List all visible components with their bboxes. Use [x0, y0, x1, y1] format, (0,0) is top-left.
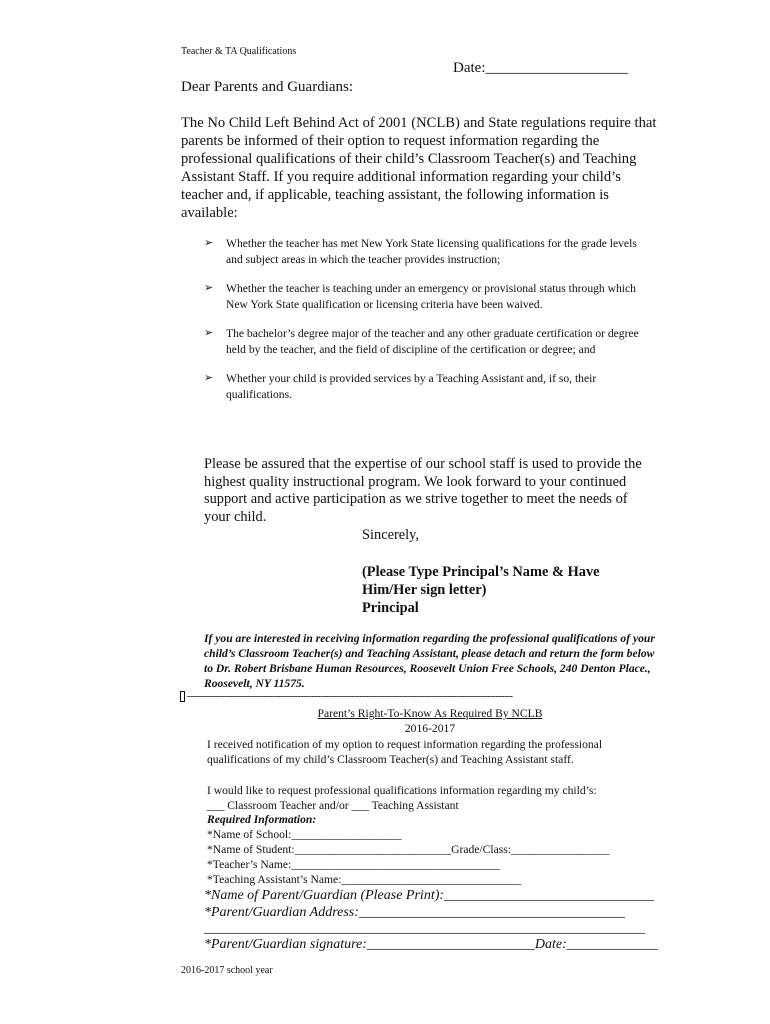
- detach-cut-line: -------------------------------------------------------------------------------------------------------------------: [180, 691, 630, 702]
- salutation: Dear Parents and Guardians:: [181, 79, 354, 95]
- intro-paragraph: The No Child Left Behind Act of 2001 (NCLB) and State regulations require that parents be informed of their option to request information regarding the professional qualifications of their child’s Classroom Teacher(s) and Teaching Assistant Staff. If you require additional information regarding your child’s teacher and, if applicable, teaching assistant, the following information is available:: [181, 115, 657, 221]
- qualification-list: [204, 236, 644, 416]
- required-info-label: Required Information:: [207, 813, 317, 826]
- detach-instructions: If you are interested in receiving information regarding the professional qualifications of your child’s Classroom Teacher(s) and Teaching Assistant, please detach and return the form below to Dr. Robert Brisbane Human Resources, Roosevelt Union Free Schools, 240 Denton Place., Roosevelt, NY 11575.: [204, 632, 655, 690]
- ta-name-field[interactable]: *Teaching Assistant’s Name:_______________________________: [207, 873, 522, 886]
- scissors-marker-icon: [180, 691, 185, 702]
- form-request: I would like to request professional qualifications information regarding my child’s: ___ Classroom Teacher and/or ___ Teaching Assistant: [207, 783, 657, 813]
- form-year: 2016-2017: [404, 722, 456, 735]
- form-notification: I received notification of my option to request information regarding the professional qualifications of my child’s Classroom Teacher(s) and Teaching Assistant staff.: [207, 738, 603, 766]
- arrow-bullet-icon: ➢: [204, 327, 214, 339]
- principal-signature-block: (Please Type Principal’s Name & Have Him/Her sign letter) Principal: [362, 564, 600, 616]
- form-title: Parent’s Right-To-Know As Required By NCLB: [317, 707, 543, 720]
- parent-signature-field[interactable]: *Parent/Guardian signature:________________________Date:_____________: [204, 937, 658, 952]
- arrow-bullet-icon: ➢: [204, 282, 214, 294]
- arrow-bullet-icon: ➢: [204, 237, 214, 249]
- date-field: Date:___________________: [453, 60, 628, 76]
- closing-paragraph: Please be assured that the expertise of our school staff is used to provide the highest quality instructional program. We look forward to your continued support and active participation as we strive together to meet the needs of your child.: [204, 456, 642, 525]
- list-item: ➢ Whether the teacher is teaching under an emergency or provisional status through which New York State qualification or licensing criteria have been waived.: [204, 282, 636, 311]
- teacher-name-field[interactable]: *Teacher’s Name:____________________________________: [207, 858, 500, 871]
- list-item: ➢ Whether the teacher has met New York State licensing qualifications for the grade levels and subject areas in which the teacher provides instruction;: [204, 237, 637, 266]
- arrow-bullet-icon: ➢: [204, 372, 214, 384]
- page-footer: 2016-2017 school year: [181, 965, 273, 976]
- parent-address-line-2[interactable]: _______________________________________________________________: [204, 921, 645, 936]
- list-item: ➢ Whether your child is provided services by a Teaching Assistant and, if so, their qualifications.: [204, 372, 597, 401]
- request-options[interactable]: ___ Classroom Teacher and/or ___ Teaching Assistant: [207, 799, 459, 812]
- student-name-field[interactable]: *Name of Student:___________________________Grade/Class:_________________: [207, 843, 610, 856]
- sign-off: Sincerely,: [362, 527, 420, 543]
- school-name-field[interactable]: *Name of School:___________________: [207, 828, 402, 841]
- page-header: Teacher & TA Qualifications: [181, 46, 297, 57]
- list-item: ➢ The bachelor’s degree major of the teacher and any other graduate certification or degree held by the teacher, and the field of discipline of the certification or degree; and: [204, 327, 639, 356]
- parent-name-field[interactable]: *Name of Parent/Guardian (Please Print):______________________________: [204, 888, 655, 903]
- parent-address-field[interactable]: *Parent/Guardian Address:______________________________________: [204, 905, 625, 920]
